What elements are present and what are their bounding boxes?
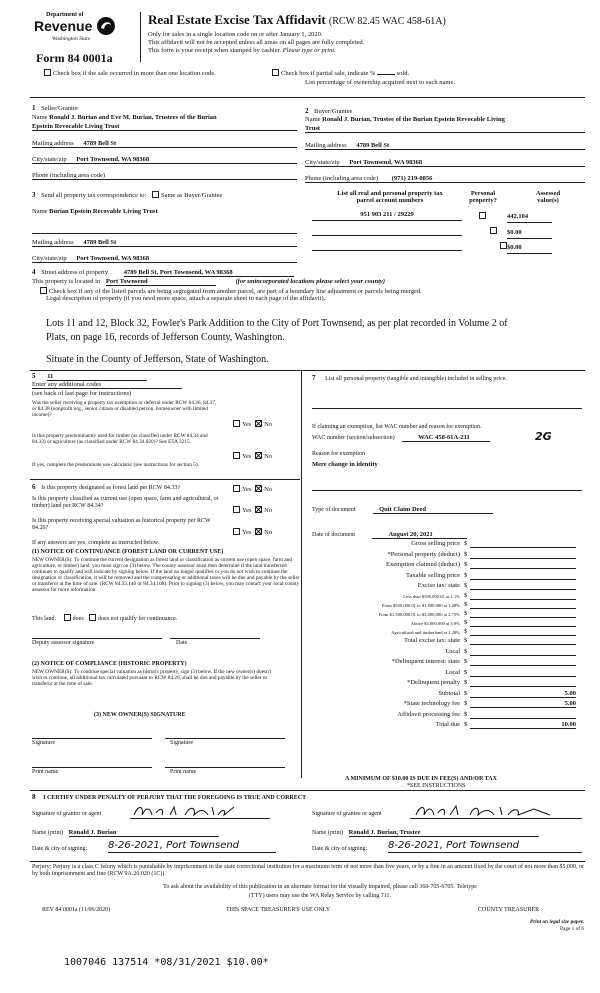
revenue-logo: [32, 12, 128, 48]
city-label: City/state/zip: [305, 159, 340, 166]
personal-property-row: [312, 374, 582, 383]
tax-row-value[interactable]: [470, 711, 576, 719]
mail-label: Mailing address: [305, 142, 347, 149]
reason-label: Reason for exemption: [312, 451, 365, 457]
legal-description-line-3[interactable]: Situate in the County of Jefferson, State of Washington.: [46, 354, 269, 365]
tax-row-value[interactable]: [470, 592, 576, 600]
header-note-2: This affidavit will not be accepted unless all areas on all pages are fully completed.: [148, 39, 365, 46]
yes-checkbox[interactable]: [233, 452, 240, 459]
yesno-forest[interactable]: [233, 485, 272, 493]
date-city-label: Date & city of signing:: [312, 846, 368, 852]
tax-row: [310, 679, 582, 688]
yes-label: Yes: [242, 486, 252, 493]
no-label: No: [264, 507, 273, 514]
same-as-buyer-checkbox[interactable]: [152, 191, 159, 198]
located-note: (for unincorporated locations please select your county): [235, 278, 385, 285]
yesno-timber[interactable]: [233, 452, 272, 460]
date-city-label: Date & city of signing:: [32, 846, 88, 852]
currency-symbol: $: [464, 610, 468, 617]
tax-row: [310, 711, 582, 720]
currency-symbol: $: [464, 679, 468, 686]
tax-row: [310, 700, 582, 709]
tax-row: [310, 551, 582, 560]
grantor-signature[interactable]: [130, 803, 270, 819]
seller-phone-row: [32, 172, 297, 180]
parcel-number[interactable]: [312, 226, 462, 236]
no-label: No: [264, 421, 273, 428]
currency-symbol: $: [464, 721, 468, 728]
checkbox[interactable]: [272, 69, 279, 76]
seller-city-row: [32, 156, 297, 164]
tax-row-label: Excise tax: state: [417, 582, 460, 589]
buyer-phone-row: [305, 175, 585, 183]
buyer-name[interactable]: Ronald J. Burian, Trustee of the Burian Epstein Revocable Living: [322, 116, 505, 123]
legal-paper-note: Print on legal size paper.: [529, 919, 584, 925]
wac-number[interactable]: WAC 458-61A-211: [402, 434, 490, 442]
deputy-date-label: Date: [176, 640, 188, 646]
multi-location-label: Check box if the sale occurred in more than one location code.: [53, 70, 216, 77]
legal-label: Legal description of property (if you need more space, attach a separate sheet to each page of the affidavit).: [46, 295, 326, 302]
name-label: Name: [305, 116, 321, 123]
tax-row: [310, 637, 582, 646]
header-note-3-italic: Please type or print.: [282, 47, 336, 54]
name-print-label: Name (print): [32, 830, 64, 836]
name-print-label: Name (print): [312, 830, 344, 836]
perjury-warning: Perjury: Perjury is a class C felony which is punishable by imprisonment in the state correctional institution for a maximum term of not more than five years, or by a fine in an amount fixed by the court of not more than $5,000, or by both imprisonment and fine (RCW 9A.20.020 (1C)).: [32, 864, 584, 877]
additional-codes-label[interactable]: Enter any additional codes: [32, 381, 182, 389]
county-treasurer-label: COUNTY TREASURER: [478, 907, 540, 913]
grantor-signature-label: Signature of grantor or agent: [32, 811, 102, 817]
currency-symbol: $: [464, 550, 468, 558]
tax-row-label: Taxable selling price: [405, 571, 460, 579]
print-name-label: Print name: [170, 769, 197, 775]
logo-main-text: Revenue: [34, 18, 93, 34]
tax-row: [310, 658, 582, 667]
tax-row-label: *Delinquent interest: state: [391, 658, 460, 665]
checkbox[interactable]: [40, 287, 47, 294]
buyer-phone[interactable]: (971) 219-0856: [391, 175, 433, 182]
tax-row-label: *Personal property (deduct): [387, 550, 460, 558]
tax-row-value[interactable]: [470, 561, 576, 569]
tax-row-value[interactable]: [470, 658, 576, 666]
yesno-current-use[interactable]: [233, 506, 272, 514]
treasurer-use-label: THIS SPACE TREASURER'S USE ONLY: [226, 907, 331, 913]
tax-row-label: Exemption claimed (deduct): [385, 561, 460, 568]
buyer-heading-text: Buyer/Grantee: [314, 108, 353, 115]
tax-row-value[interactable]: [470, 619, 576, 627]
no-checkbox[interactable]: [255, 528, 262, 535]
form-title: [148, 13, 446, 28]
grantor-date-city[interactable]: 8-26-2021, Port Townsend: [108, 840, 276, 853]
tax-row-value[interactable]: 5.00: [470, 700, 576, 708]
located-value[interactable]: Port Townsend: [106, 278, 216, 286]
notice-continuance-title: (1) NOTICE OF CONTINUANCE (FOREST LAND OR CURRENT USE): [32, 549, 224, 555]
yes-label: Yes: [242, 529, 252, 536]
header-note-3-text: This form is your receipt when stamped by cashier.: [148, 47, 282, 54]
section-number: 7: [312, 374, 316, 382]
correspondence-heading: [32, 191, 222, 199]
correspondence-city-row: [32, 255, 297, 263]
tax-row-value[interactable]: 10.00: [470, 721, 576, 729]
tax-row-value[interactable]: [470, 601, 576, 609]
tax-row-label: Local: [445, 647, 460, 655]
street-label: Street address of property: [41, 269, 109, 276]
no-checkbox[interactable]: [255, 506, 262, 513]
no-label: No: [264, 453, 273, 460]
seller-heading-text: Seller/Grantor: [41, 105, 79, 112]
question-current-use: Is this property classified as current use (open space, farm and agricultural, or timber) land per RCW 84.34?: [32, 496, 219, 509]
correspondence-heading-text: Send all property tax correspondence to:: [41, 192, 147, 199]
question-historic: Is this property receiving special valuation as historical property per RCW 84.26?: [32, 518, 211, 531]
same-as-label: Same as Buyer/Grantee: [160, 192, 223, 199]
tax-row-label: *Delinquent penalty: [407, 679, 460, 686]
legal-description-line-2[interactable]: Plats, on page 16, records of Jefferson County, Washington.: [46, 332, 285, 343]
segregated-label: Check box if any of the listed parcels are being segregated from another parcel, are part of a boundary line adjustment or parcels being merged.: [49, 288, 422, 295]
street-row: [32, 268, 294, 277]
correspondence-name[interactable]: Burian Epstein Recovable Living Trust: [49, 208, 158, 215]
grantor-name-row: [32, 829, 219, 837]
buyer-city-row: [305, 159, 585, 167]
form-title-text: Real Estate Excise Tax Affidavit: [148, 12, 326, 27]
partial-sale-check[interactable]: [272, 69, 409, 77]
correspondence-mail[interactable]: 4789 Bell St: [83, 239, 117, 246]
signature-label: Signature: [32, 740, 55, 746]
tax-row-label: Affidavit processing fee: [397, 710, 460, 718]
buyer-mail[interactable]: 4789 Bell St: [356, 142, 390, 149]
name-label: Name: [32, 208, 48, 215]
logo-state-text: Washington State: [52, 36, 91, 42]
grantee-signature[interactable]: [410, 803, 582, 819]
yes-label: Yes: [242, 453, 252, 460]
buyer-name-line2[interactable]: Trust: [305, 125, 585, 133]
section-number: 3: [32, 191, 36, 199]
seller-heading: [32, 104, 78, 112]
section-number: 5: [32, 372, 36, 380]
grantee-name[interactable]: Ronald J. Burian, Trustee: [349, 829, 539, 837]
currency-symbol: $: [464, 710, 468, 718]
doc-type-label: Type of document: [312, 507, 356, 513]
tax-row-value[interactable]: [470, 679, 576, 687]
tax-row-label: Agricultural and timberland at 1.28%: [391, 630, 460, 635]
grantee-signature-scribble: [410, 803, 582, 819]
certify-heading: [32, 793, 306, 802]
currency-symbol: $: [464, 582, 468, 589]
buyer-name-row: [305, 116, 587, 123]
phone-label: Phone (including area code): [32, 172, 106, 179]
answers-note: If any answers are yes, complete as instructed below.: [32, 540, 160, 546]
sold-label: sold.: [396, 70, 410, 77]
minimum-due-note: A MINIMUM OF $10.00 IS DUE IN FEE(S) AND/OR TAX: [345, 776, 497, 782]
certify-text: I CERTIFY UNDER PENALTY OF PERJURY THAT THE FOREGOING IS TRUE AND CORRECT: [43, 795, 307, 801]
doc-date-label: Date of document: [312, 532, 355, 538]
deputy-signature-label: Deputy assessor signature: [32, 640, 95, 646]
currency-symbol: $: [464, 571, 468, 579]
wac-handwritten-code: 2G: [535, 430, 552, 443]
parcel-number[interactable]: 951 903 211 / 29229: [312, 211, 462, 221]
currency-symbol: $: [464, 540, 468, 547]
seller-name-row: [32, 114, 297, 121]
this-land-label: This land:: [32, 616, 57, 622]
section-number: 1: [32, 104, 36, 112]
reason-value[interactable]: Mere change in identity: [312, 461, 378, 468]
percentage-note: List percentage of ownership acquired next to each name.: [305, 79, 455, 86]
currency-symbol: $: [464, 689, 468, 697]
doc-date-row: [312, 531, 467, 539]
currency-symbol: $: [464, 592, 468, 599]
seller-name-line2[interactable]: Epstein Revocable Living Trust: [32, 123, 297, 131]
currency-symbol: $: [464, 561, 468, 568]
personal-property-checkbox[interactable]: [490, 227, 497, 234]
no-label: No: [264, 529, 273, 536]
notice-compliance-text: NEW OWNER(S): To continue special valuation as historic property, sign (3) below. If the new owner(s) doesn't wish to continue, all additional tax calculated pursuant to RCW 84.26, shall be due and payable by the seller or transferor at the time of sale.: [32, 669, 272, 688]
personal-header: [463, 190, 503, 205]
tax-row-value[interactable]: [470, 572, 576, 580]
tax-row-value[interactable]: [470, 637, 576, 645]
correspondence-name-row: [32, 208, 158, 215]
revision-label: REV 84 0001a (11/06/2020): [42, 907, 111, 913]
question-exemption: Was the seller receiving a property tax exemption or deferral under RCW 84.36, 84.37, or 84.38 (nonprofit org., senior citizen or disabled person, homeowner with limited income)?: [32, 400, 217, 419]
assessed-value[interactable]: 442,104: [507, 213, 552, 223]
tax-row: [310, 561, 582, 570]
personal-header-2: property?: [469, 197, 497, 205]
city-label: City/state/zip: [32, 255, 67, 262]
buyer-city[interactable]: Port Townsend, WA 98368: [349, 159, 423, 166]
tax-row-value[interactable]: [470, 610, 576, 618]
currency-symbol: $: [464, 601, 468, 608]
mail-label: Mailing address: [32, 239, 74, 246]
tax-row-label: Total excise tax: state: [403, 637, 460, 644]
buyer-heading: [305, 107, 352, 115]
header-note-3: [148, 47, 336, 54]
tax-row-label: Subtotal: [438, 689, 460, 697]
name-label: Name: [32, 114, 48, 121]
tax-row: [310, 592, 582, 601]
cashier-stamp: 1007046 137514 *08/31/2021 $10.00*: [64, 957, 269, 968]
see-instructions-note: *SEE INSTRUCTIONS: [407, 783, 466, 789]
does-not-label: does not qualify for continuance.: [98, 616, 178, 622]
form-number: Form 84 0001a: [36, 51, 113, 65]
forest-question-row: [32, 483, 232, 492]
does-label: does: [72, 616, 84, 622]
grantor-signature-scribble: [130, 803, 270, 819]
yesno-exemption[interactable]: [233, 420, 272, 428]
yes-label: Yes: [242, 507, 252, 514]
city-label: City/state/zip: [32, 156, 67, 163]
doc-date-value[interactable]: August 20, 2021: [372, 531, 467, 539]
assessed-header: [520, 190, 576, 205]
logo-swirl-icon: [96, 16, 116, 36]
does-not-checkbox[interactable]: [89, 614, 96, 621]
wac-label: WAC number (section/subsection): [312, 435, 395, 441]
tax-row: [310, 619, 582, 628]
tax-row-label: Less than $500,000.01 at 1.1%: [403, 594, 460, 599]
notice-continuance-text: NEW OWNER(S): To continue the current designation as forest land or classification as current use (open space, farm and agriculture, or timber) land, you must sign on (3) below. The county assessor must then determine if the land transferred continues to qualify and will indicate by signing below. If the land no longer qualifies or you do not wish to continue the designation or classification, it will be removed and the compensating or additional taxes will be due and payable by the seller or transferor at the time of sale. (RCW 84.33.140 or 84.34.108). Prior to signing (3) below, you may contact your local county assessor for more information.: [32, 557, 300, 594]
currency-symbol: $: [464, 658, 468, 665]
no-checkbox[interactable]: [255, 420, 262, 427]
currency-symbol: $: [464, 619, 468, 626]
assessed-value[interactable]: $0.00: [507, 229, 552, 239]
located-row: [32, 278, 385, 286]
exemption-claim-label: If claiming an exemption, list WAC number and reason for exemption.: [312, 424, 482, 430]
grantee-date-row: [312, 846, 367, 853]
tax-row-value[interactable]: [470, 628, 576, 636]
no-label: No: [264, 486, 273, 493]
tax-row-value[interactable]: [470, 648, 576, 656]
section-number: 8: [32, 793, 36, 801]
grantor-name[interactable]: Ronald J. Burian: [69, 829, 219, 837]
grantee-date-city[interactable]: 8-26-2021, Port Townsend: [388, 840, 582, 853]
partial-sale-label: Check box if partial sale, indicate %: [281, 70, 376, 77]
section-number: 2: [305, 107, 309, 115]
form-title-ref: (RCW 82.45 WAC 458-61A): [328, 16, 446, 27]
grantee-name-row: [312, 829, 539, 837]
location-code[interactable]: 11: [47, 373, 147, 381]
grantee-signature-label: Signature of grantee or agent: [312, 811, 382, 817]
tax-row: [310, 690, 582, 699]
yes-label: Yes: [242, 421, 252, 428]
tax-row: [310, 648, 582, 657]
checkbox[interactable]: [44, 69, 51, 76]
notice-compliance-title: (2) NOTICE OF COMPLIANCE (HISTORIC PROPERTY): [32, 661, 187, 667]
tax-row-value[interactable]: [470, 582, 576, 590]
yes-checkbox[interactable]: [233, 420, 240, 427]
tax-row: [310, 669, 582, 678]
tax-row-label: From $1,500,000.01 to $3,000,000 at 2.75%: [378, 612, 460, 617]
seller-name[interactable]: Ronald J. Burian and Eve M. Burian, Trustees of the Burian: [49, 114, 217, 121]
tax-row-label: Gross selling price: [411, 540, 460, 547]
correspondence-city[interactable]: Port Townsend, WA 98368: [76, 255, 150, 262]
does-checkbox[interactable]: [64, 614, 71, 621]
personal-property-checkbox[interactable]: [479, 212, 486, 219]
tax-row: [310, 721, 582, 730]
tax-row-label: *State technology fee: [403, 700, 460, 707]
doc-type-row: [312, 506, 493, 514]
tax-row-label: From $500,000.01 to $1,500,000 at 1.28%: [381, 603, 460, 608]
currency-symbol: $: [464, 647, 468, 655]
mail-label: Mailing address: [32, 140, 74, 147]
street-address[interactable]: 4789 Bell St, Port Townsend, WA 98368: [124, 269, 294, 277]
yesno-historic[interactable]: [233, 528, 272, 536]
doc-type-value[interactable]: Quit Claim Deed: [373, 506, 493, 514]
signature-label: Signature: [170, 740, 193, 746]
tax-row-label: Local: [445, 668, 460, 676]
tax-row: [310, 601, 582, 610]
currency-symbol: $: [464, 700, 468, 707]
personal-header-1: Personal: [470, 190, 496, 197]
wac-row: [312, 434, 490, 442]
grantor-date-row: [32, 846, 87, 853]
yes-checkbox[interactable]: [233, 506, 240, 513]
tax-row: [310, 540, 582, 549]
parcel-header: [315, 190, 465, 205]
buyer-mail-row: [305, 142, 585, 150]
correspondence-mail-row: [32, 239, 297, 247]
new-owner-signature-title: (3) NEW OWNER(S) SIGNATURE: [94, 712, 186, 718]
phone-label: Phone (including area code): [305, 175, 379, 182]
tax-row-value[interactable]: [470, 551, 576, 559]
tax-row: [310, 628, 582, 637]
seller-mail-row: [32, 140, 297, 148]
tax-row: [310, 572, 582, 581]
tax-row-value[interactable]: 5.00: [470, 690, 576, 698]
predominate-note: If yes, complete the predominate use calculator (see instructions for section 5).: [32, 462, 199, 468]
page-number: Page 1 of 6: [560, 926, 584, 932]
multi-location-check[interactable]: [44, 69, 216, 77]
legal-description-line-1[interactable]: Lots 11 and 12, Block 32, Fowler's Park Addition to the City of Port Townsend, as per plat recorded in Volume 2 of: [46, 318, 508, 329]
parcel-number[interactable]: [312, 241, 462, 251]
seller-mail[interactable]: 4789 Bell St: [83, 140, 117, 147]
logo-top-text: Department of: [46, 12, 84, 18]
assessed-value[interactable]: $0.00: [507, 244, 552, 254]
tax-row-value[interactable]: [470, 540, 576, 548]
seller-city[interactable]: Port Townsend, WA 98368: [76, 156, 150, 163]
tax-row-label: Above $3,000,000 at 3.0%: [410, 621, 460, 626]
assessed-header-2: value(s): [537, 197, 559, 205]
print-name-label: Print name: [32, 769, 59, 775]
parcel-header-1: List all real and personal property tax: [337, 190, 443, 197]
located-label: This property is located in: [32, 278, 101, 285]
section-number: 6: [32, 483, 36, 491]
currency-symbol: $: [464, 637, 468, 644]
no-checkbox[interactable]: [255, 485, 262, 492]
no-checkbox[interactable]: [255, 452, 262, 459]
currency-symbol: $: [464, 668, 468, 676]
tax-row: [310, 582, 582, 591]
this-land-row: [32, 614, 177, 623]
personal-property-label: List all personal property (tangible and intangible) included in selling price.: [325, 376, 507, 382]
question-timber: Is this property predominantly used for timber (as classified under RCW 84.34 and 84.33) or agriculture (as classified under RCW 84.34.020)? See ETA 3215.: [32, 433, 208, 446]
yes-checkbox[interactable]: [233, 485, 240, 492]
tax-row-value[interactable]: [470, 669, 576, 677]
alt-format-line-2: (TTY) users may use the WA Relay Service by calling 711.: [248, 893, 392, 899]
tax-row: [310, 610, 582, 619]
yes-checkbox[interactable]: [233, 528, 240, 535]
parcel-header-2: parcel account numbers: [356, 197, 424, 205]
question-forest: Is this property designated as forest land per RCW 84.33?: [41, 485, 180, 491]
currency-symbol: $: [464, 628, 468, 635]
codes-note: (see back of last page for instructions): [32, 390, 132, 397]
alt-format-line-1: To ask about the availability of this publication in an alternate format for the visually impaired, please call 360-705-6705. Teletype: [163, 884, 477, 890]
assessed-header-1: Assessed: [535, 190, 561, 197]
header-note-1: Only for sales in a single location code on or after January 1, 2020.: [148, 31, 323, 38]
tax-row-label: Total due: [435, 721, 460, 728]
section-number: 4: [32, 268, 36, 276]
